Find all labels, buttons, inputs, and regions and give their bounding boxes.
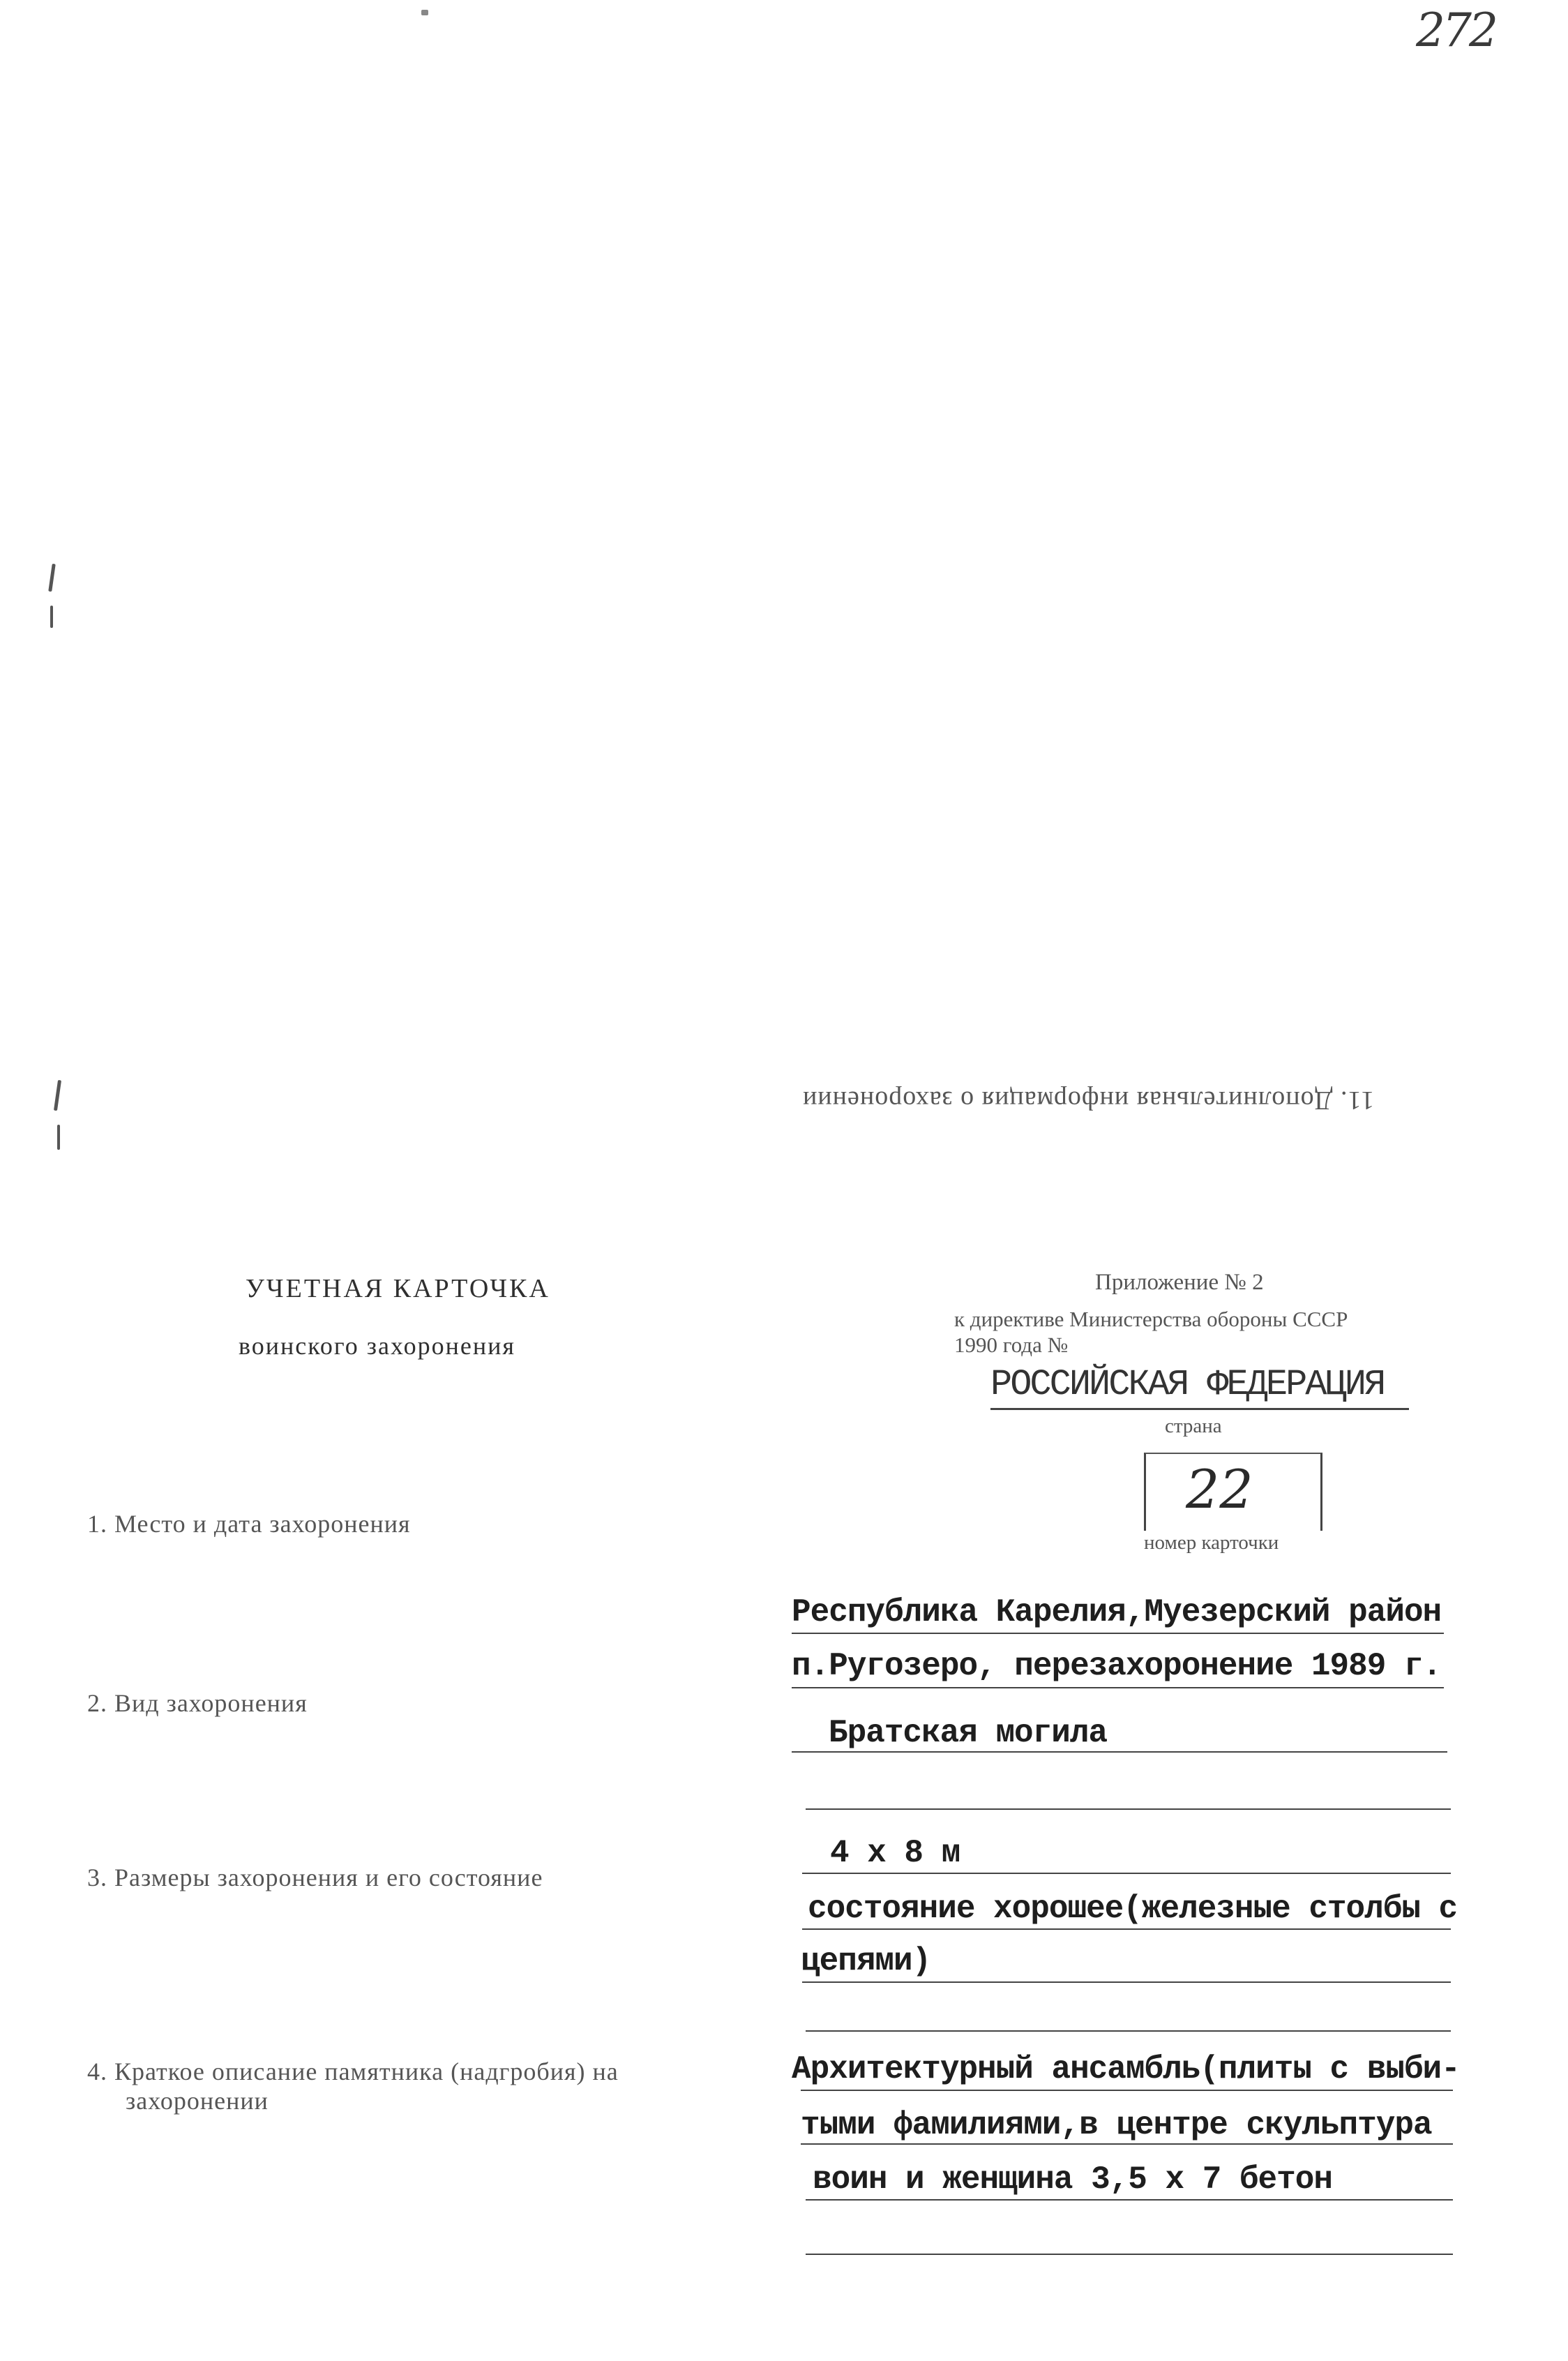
margin-mark (57, 1125, 60, 1150)
field-label-monument: 4. Краткое описание памятника (надгробия) на (87, 2058, 619, 2085)
answer-underline (802, 1873, 1451, 1874)
answer-monument-line2: тыми фамилиями,в центре скульптура (801, 2107, 1432, 2143)
answer-underline (806, 2254, 1453, 2255)
margin-mark (50, 606, 53, 628)
answer-underline (806, 2199, 1453, 2201)
field-label-size-condition: 3. Размеры захоронения и его состояние (87, 1864, 543, 1891)
answer-place-line1: Республика Карелия,Муезерский район (792, 1594, 1442, 1631)
card-subtitle: воинского захоронения (239, 1332, 515, 1360)
card-number-value: 22 (1186, 1458, 1253, 1520)
answer-underline (806, 1808, 1451, 1810)
answer-underline (792, 1633, 1444, 1634)
card-title: УЧЕТНАЯ КАРТОЧКА (246, 1274, 550, 1303)
appendix-number: Приложение № 2 (1095, 1270, 1264, 1295)
upside-down-section-heading: 11. Дополнительная информация о захоронении (802, 1086, 1375, 1115)
country-label: страна (1165, 1415, 1222, 1437)
answer-condition-line2: цепями) (801, 1943, 931, 1979)
handwritten-page-number: 272 (1416, 3, 1495, 57)
field-label-burial-type: 2. Вид захоронения (87, 1689, 308, 1717)
answer-underline (802, 1928, 1451, 1930)
field-label-monument-cont: захоронении (126, 2087, 269, 2115)
field-label-place-date: 1. Место и дата захоронения (87, 1510, 411, 1538)
answer-underline (801, 2143, 1453, 2145)
answer-underline (792, 1751, 1447, 1753)
margin-mark (48, 564, 56, 592)
answer-underline (802, 1981, 1451, 1983)
answer-burial-type: Братская могила (829, 1715, 1108, 1751)
answer-underline (801, 2090, 1453, 2091)
card-number-label: номер карточки (1144, 1531, 1279, 1554)
answer-underline (806, 2030, 1451, 2032)
answer-monument-line3: воин и женщина 3,5 х 7 бетон (813, 2161, 1332, 2198)
appendix-year: 1990 года № (954, 1333, 1069, 1357)
answer-condition-line1: состояние хорошее(железные столбы с (808, 1891, 1458, 1927)
answer-size: 4 х 8 м (830, 1835, 960, 1871)
answer-underline (792, 1687, 1444, 1688)
margin-mark (54, 1080, 61, 1111)
country-value: РОССИЙСКАЯ ФЕДЕРАЦИЯ (990, 1364, 1385, 1405)
answer-monument-line1: Архитектурный ансамбль(плиты с выби- (792, 2051, 1460, 2088)
country-underline (990, 1408, 1409, 1410)
answer-place-line2: п.Ругозеро, перезахоронение 1989 г. (792, 1648, 1442, 1684)
top-mark (421, 10, 428, 15)
appendix-directive: к директиве Министерства обороны СССР (954, 1307, 1348, 1331)
